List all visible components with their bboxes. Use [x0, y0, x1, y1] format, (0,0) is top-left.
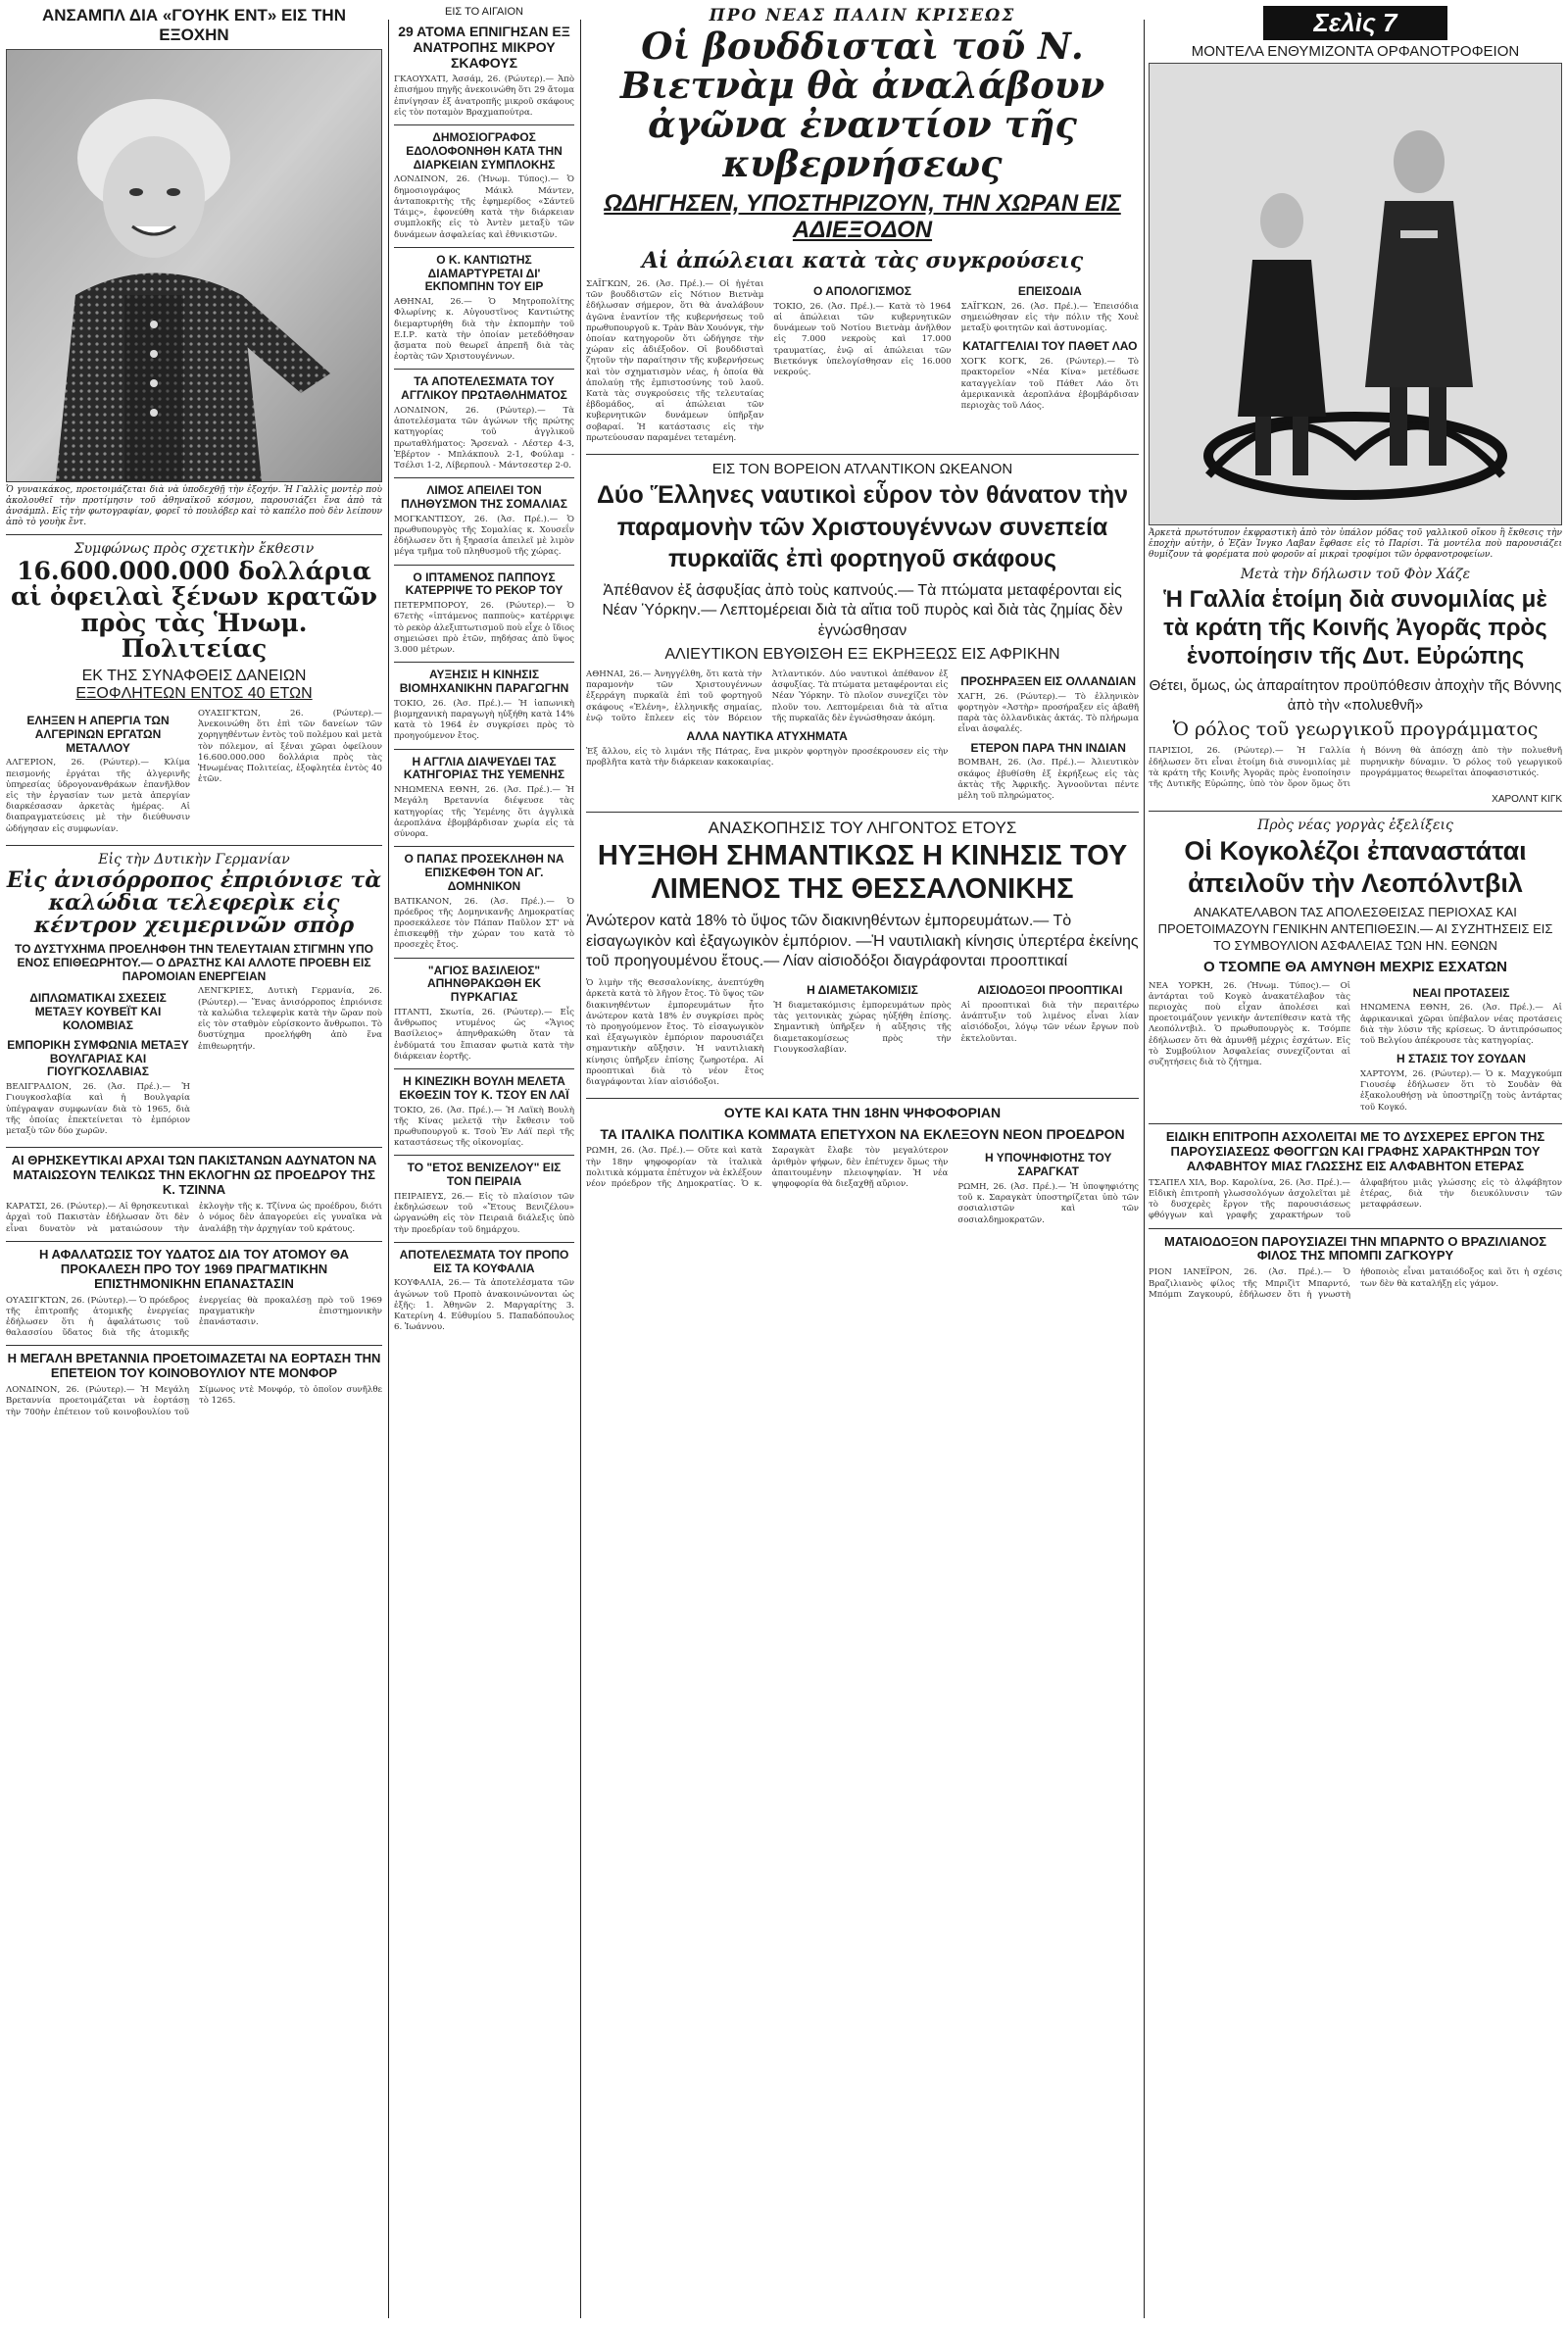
col3-kicker2: ΕΙΣ ΤΟΝ ΒΟΡΕΙΟΝ ΑΤΛΑΝΤΙΚΟΝ ΩΚΕΑΝΟΝ [711, 461, 1013, 478]
col2-headline-venizelos: ΤΟ "ΕΤΟΣ ΒΕΝΙΖΕΛΟΥ" ΕΙΣ ΤΟΝ ΠΕΙΡΑΙΑ [407, 1161, 562, 1189]
col1-story6-text: ΛΟΝΔΙΝΟΝ, 26. (Ρώυτερ).— Ἡ Μεγάλη Βρεταννία προετοιμάζεται νὰ ἑορτάσῃ τὴν 700ὴν ἐπέτειον τοῦ κοινοβουλίου τοῦ Σίμωνος ντὲ Μονφόρ, τὸ ὁποῖον συνῆλθε τὸ 1265. [6, 1385, 382, 1417]
divider [1149, 1123, 1562, 1124]
column-1 [6, 6, 382, 2319]
col2-kicker1: ΕΙΣ ΤΟ ΑΙΓΑΙΟΝ [445, 6, 523, 18]
divider [394, 369, 574, 370]
col1-story5-text: ΟΥΑΣΙΓΚΤΩΝ, 26. (Ρώυτερ).— Ὁ πρόεδρος τῆς ἐπιτροπῆς ἀτομικῆς ἐνεργείας ἐδήλωσεν ὅτι ἡ ἀφαλάτωσις τοῦ θαλασσίου ὕδατος διὰ τῆς ἀτομικῆς ἐνεργείας θὰ προκαλέσῃ πρὸ τοῦ 1969 πραγματικὴν ἐπιστημονικὴν ἐπανάστασιν. [6, 1295, 382, 1339]
col4-story4-text: ΡΙΟΝ ΙΑΝΕΪΡΟΝ, 26. (Ἀσ. Πρέ.).— Ὁ Βραζιλιανὸς φίλος τῆς Μπριζὶτ Μπαρντό, Μπόμπι Ζαγκουρύ, ἐδήλωσεν ὅτι ἡ γνωστὴ ἠθοποιὸς εἶναι ματαιόδοξος καὶ ὅτι ἡ σχέσις των δὲν θὰ καταλήξῃ εἰς γάμον. [1149, 1267, 1562, 1300]
col4-byline: ΧΑΡΟΛΝΤ ΚΙΓΚ [1492, 794, 1562, 806]
col3-sub3: Ἀπέθανον ἐξ ἀσφυξίας ἀπὸ τοὺς καπνούς.— Τὰ πτώματα μεταφέρονται εἰς Νέαν Ὑόρκην.— Λεπτομέρειαι διὰ τὰ αἴτια τοῦ πυρὸς καὶ διὰ τὰς ζημίας δὲν ἐγνώσθησαν [602, 581, 1123, 640]
col4-sub2b: Ο ΤΣΟΜΠΕ ΘΑ ΑΜΥΝΘΗ ΜΕΧΡΙΣ ΕΣΧΑΤΩΝ [1203, 958, 1507, 975]
col4-story2-sub: ΝΕΑΙ ΠΡΟΤΑΣΕΙΣ [1412, 985, 1510, 1000]
col1-photo-caption: Ὁ γυναικάκος, προετοιμάζεται διὰ νὰ ὑποδεχθῇ τὴν ἐξοχήν. Ἡ Γαλλὶς μοντὲρ ποὺ ἀκολουθεῖ τὴν προτίμησιν τοῦ ἀθηναϊκοῦ κόσμου, παρουσιάζει ἕνα ἀπὸ τὰ ἀνσάμπλ. Εἰς τὴν φωτογραφίαν, φορεῖ τὸ πουλόβερ καὶ τὸ καπέλο ποὺ δὲν λείπουν ἀπὸ τὸ γουὴκ ἔντ. [6, 485, 382, 527]
col2-story5-text: ΜΟΓΚΑΝΤΙΣΟΥ, 26. (Ἀσ. Πρέ.).— Ὁ πρωθυπουργὸς τῆς Σομαλίας κ. Χουσεΐν ἐδήλωσεν ὅτι ἡ ξηρασία ἀπειλεῖ μὲ λιμὸν μέγα τμῆμα τοῦ πληθυσμοῦ τῆς χώρας. [394, 514, 574, 558]
divider [394, 846, 574, 847]
col3-story2-sub1: ΠΡΟΣΗΡΑΞΕΝ ΕΙΣ ΟΛΛΑΝΔΙΑΝ [960, 673, 1137, 688]
col4-kicker2: Πρὸς νέας γοργὰς ἐξελίξεις [1257, 817, 1453, 834]
col4-story2-sub-text: ΗΝΩΜΕΝΑ ΕΘΝΗ, 26. (Ἀσ. Πρέ.).— Αἱ ἀφρικανικαὶ χῶραι ὑπέβαλον νέας προτάσεις διὰ τὴν λύσιν τῆς κρίσεως. Ὁ ἀντιπρόσωπος τοῦ Βελγίου ἀπέκρουσε τὰς κατηγορίας. [1360, 1003, 1562, 1047]
col3-story-sub2: ΕΠΕΙΣΟΔΙΑ [1017, 284, 1082, 298]
col2-headline-pope: Ο ΠΑΠΑΣ ΠΡΟΣΕΚΛΗΘΗ ΝΑ ΕΠΙΣΚΕΦΘΗ ΤΟΝ ΑΓ. ΔΟΜΗΝΙΚΟΝ [404, 852, 564, 893]
divider [6, 534, 382, 535]
col2-story8-text: ΝΗΩΜΕΝΑ ΕΘΝΗ, 26. (Ἀσ. Πρέ.).— Ἡ Μεγάλη Βρεταννία διέψευσε τὰς κατηγορίας τῆς Ὑεμένης ὅτι ἀγγλικὰ ἀεροπλάνα ἐβομβάρδισαν χωρία εἰς τὰ σύνορα. [394, 785, 574, 839]
divider [6, 845, 382, 846]
col1-sub2: ΤΟ ΔΥΣΤΥΧΗΜΑ ΠΡΟΕΛΗΦΘΗ ΤΗΝ ΤΕΛΕΥΤΑΙΑΝ ΣΤΙΓΜΗΝ ΥΠΟ ΕΝΟΣ ΕΠΙΘΕΩΡΗΤΟΥ.— Ο ΔΡΑΣΤΗΣ ΚΑΙ ΑΛΛΟΤΕ ΠΡΟΕΒΗ ΕΙΣ ΠΑΡΟΜΟΙΑΝ ΕΝΕΡΓΕΙΑΝ [15, 942, 373, 983]
divider [6, 1147, 382, 1148]
col3-story-sub1: Ο ΑΠΟΛΟΓΙΣΜΟΣ [813, 284, 911, 298]
col4-photo-caption: Ἀρκετὰ πρωτότυπον ἐκφραστικὴ ἀπὸ τὸν ὑπάλον μόδας τοῦ γαλλικοῦ οἴκου ἢ ἔκθεσις τὴν ἐποχὴν αὐτὴν, ὁ Ἐζὰν Ἰνγκο Λαβαν ἔφθασε εἰς τὸ Παρίσι. Τὰ μοντέλα ποὺ παρουσιάζει θυμίζουν τὰ φορέματα ποὺ φοροῦν αἱ μικραὶ τροφίμοι τῶν ὀρφανοτροφείων. [1149, 528, 1562, 560]
col2-headline-china: Η ΚΙΝΕΖΙΚΗ ΒΟΥΛΗ ΜΕΛΕΤΑ ΕΚΘΕΣΙΝ ΤΟΥ Κ. ΤΣΟΥ ΕΝ ΛΑΪ [399, 1073, 569, 1102]
col3-story-sub1-text: ΤΟΚΙΟ, 26. (Ἀσ. Πρέ.).— Κατὰ τὸ 1964 αἱ ἀπώλειαι τῶν κυβερνητικῶν δυνάμεων τοῦ Νοτίου Βιετνὰμ ἀνῆλθον εἰς 7.000 νεκροὺς καὶ 17.000 τραυματίας, ἐνῷ αἱ ἀπώλειαι τῶν Βιετκόνγκ ὑπελογίσθησαν εἰς 16.000 νεκρούς. [773, 301, 952, 378]
col2-headline-somalia: ΛΙΜΟΣ ΑΠΕΙΛΕΙ ΤΟΝ ΠΛΗΘΥΣΜΟΝ ΤΗΣ ΣΟΜΑΛΙΑΣ [401, 483, 567, 511]
col3-headline-italy-b: ΤΑ ΙΤΑΛΙΚΑ ΠΟΛΙΤΙΚΑ ΚΟΜΜΑΤΑ ΕΠΕΤΥΧΟΝ ΝΑ ΕΚΛΕΞΟΥΝ ΝΕΟΝ ΠΡΟΕΔΡΟΝ [600, 1126, 1125, 1143]
col3-kicker3: ΑΝΑΣΚΟΠΗΣΙΣ ΤΟΥ ΛΗΓΟΝΤΟΣ ΕΤΟΥΣ [708, 818, 1017, 838]
divider [586, 454, 1139, 455]
col3-story-sub2-text: ΣΑΪΓΚΩΝ, 26. (Ἀσ. Πρέ.).— Ἐπεισόδια σημειώθησαν εἰς τὴν πόλιν τῆς Χουὲ μεταξὺ φοιτητῶν καὶ ἀστυνομίας. [960, 301, 1139, 334]
col4-sub1b: Ὁ ρόλος τοῦ γεωργικοῦ προγράμματος [1172, 718, 1539, 741]
col3-story3-sub1: Η ΔΙΑΜΕΤΑΚΟΜΙΣΙΣ [807, 983, 918, 998]
col2-headline-santa: "ΑΓΙΟΣ ΒΑΣΙΛΕΙΟΣ" ΑΠΗΝΘΡΑΚΩΘΗ ΕΚ ΠΥΡΚΑΓΙΑΣ [426, 963, 542, 1005]
col2-story9-text: ΒΑΤΙΚΑΝΟΝ, 26. (Ἀσ. Πρέ.).— Ὁ πρόεδρος τῆς Δομηνικανῆς Δημοκρατίας προσεκάλεσε τὸν Πάπαν Παῦλον ΣΤ' νὰ ἐπισκεφθῇ τὴν χώραν του κατὰ τὸ προσεχὲς ἔτος. [394, 896, 574, 951]
divider [586, 1098, 1139, 1099]
col4-headline-france: Ἡ Γαλλία ἑτοίμη διὰ συνομιλίας μὲ τὰ κράτη τῆς Κοινῆς Ἀγορᾶς πρὸς ἑνοποίησιν τῆς Δυτ. Εὐρώπης [1163, 586, 1547, 669]
col3-headline-italy-a: ΟΥΤΕ ΚΑΙ ΚΑΤΑ ΤΗΝ 18ΗΝ ΨΗΦΟΦΟΡΙΑΝ [723, 1105, 1002, 1121]
col4-sub2: ΑΝΑΚΑΤΕΛΑΒΟΝ ΤΑΣ ΑΠΟΛΕΣΘΕΙΣΑΣ ΠΕΡΙΟΧΑΣ ΚΑΙ ΠΡΟΕΤΟΙΜΑΖΟΥΝ ΓΕΝΙΚΗΝ ΑΝΤΕΠΙΘΕΣΙΝ.— ΑΙ ΣΥΖΗΤΗΣΕΙΣ ΕΙΣ ΤΟ ΣΥΜΒΟΥΛΙΟΝ ΑΣΦΑΛΕΙΑΣ ΤΩΝ ΗΝ. ΕΘΝΩΝ [1157, 904, 1553, 953]
col4-story2-sub2: Η ΣΤΑΣΙΣ ΤΟΥ ΣΟΥΔΑΝ [1396, 1052, 1526, 1066]
col3-story4-text: ΡΩΜΗ, 26. (Ἀσ. Πρέ.).— Οὔτε καὶ κατὰ τὴν 18ην ψηφοφορίαν τὰ ἰταλικὰ πολιτικὰ κόμματα ἐπέτυχον νὰ ἐκλέξουν νέον πρόεδρον τῆς Δημοκρατίας. Ὁ κ. Σαραγκὰτ ἔλαβε τὸν μεγαλύτερον ἀριθμὸν ψήφων, δὲν ἐπέτυχεν ὅμως τὴν ἀπαιτουμένην πλειοψηφίαν. Ἡ νέα ψηφοφορία θὰ διεξαχθῇ αὔριον. [586, 1146, 949, 1190]
col2-headline-production: ΑΥΞΗΣΙΣ Η ΚΙΝΗΣΙΣ ΒΙΟΜΗΧΑΝΙΚΗΝ ΠΑΡΑΓΩΓΗΝ [399, 668, 569, 695]
col4-story2-text: ΝΕΑ ΥΟΡΚΗ, 26. (Ἡνωμ. Τύπος).— Οἱ ἀντάρται τοῦ Κογκὸ ἀνακατέλαβον τὰς περιοχὰς ποὺ εἶχαν ἀπολέσει καὶ προετοιμάζουν γενικὴν ἀντεπίθεσιν κατὰ τῆς Λεοπόλντβιλ. Ὁ πρωθυπουργὸς κ. Τσόμπε ἐδήλωσεν ὅτι θὰ ἀμυνθῇ μέχρις ἐσχάτων. Εἰς τὸ Συμβούλιον Ἀσφαλείας συνεχίζονται αἱ συζητήσεις διὰ τὸ ζήτημα. [1149, 980, 1350, 1068]
col2-headline-grandpa: Ο ΙΠΤΑΜΕΝΟΣ ΠΑΠΠΟΥΣ ΚΑΤΕΡΡΙΨΕ ΤΟ ΡΕΚΟΡ ΤΟΥ [405, 570, 564, 598]
col1-story4-text: ΚΑΡΑΤΣΙ, 26. (Ρώυτερ).— Αἱ θρησκευτικαὶ ἀρχαὶ τοῦ Πακιστὰν ἐδήλωσαν ὅτι δὲν εἶναι δυνατὸν νὰ ματαιώσουν τὴν ἐκλογὴν τῆς κ. Τζίννα ὡς προέδρου, διότι ὁ νόμος δὲν ἀπαγορεύει εἰς γυναῖκα νὰ ἀναλάβῃ τὴν ἀρχηγίαν τοῦ κράτους. [6, 1202, 382, 1234]
col2-story1-text: ΓΚΑΟΥΧΑΤΙ, Ἀσσάμ, 26. (Ρώυτερ).— Ἀπὸ ἐπισήμου πηγῆς ἀνεκοινώθη ὅτι 29 ἄτομα ἐπνίγησαν ἐξ ἀνατροπῆς μικροῦ σκάφους εἰς τὸν ποταμὸν Βραχμαπούτρα. [394, 74, 574, 118]
col1-headline-pakistan: ΑΙ ΘΡΗΣΚΕΥΤΙΚΑΙ ΑΡΧΑΙ ΤΩΝ ΠΑΚΙΣΤΑΝΩΝ ΑΔΥΝΑΤΟΝ ΝΑ ΜΑΤΑΙΩΣΟΥΝ ΤΕΛΙΚΩΣ ΤΗΝ ΕΚΛΟΓΗΝ ΩΣ ΠΡΟΕΔΡΟΥ ΤΗΣ Κ. ΤΖΙΝΝΑ [11, 1153, 377, 1198]
col3-story4-sub-text: ΡΩΜΗ, 26. (Ἀσ. Πρέ.).— Ἡ ὑποψηφιότης τοῦ κ. Σαραγκὰτ ὑποστηρίζεται ὑπὸ τῶν σοσιαλιστῶν καὶ τῶν σοσιαλδημοκρατῶν. [957, 1182, 1139, 1225]
col3-headline-sailors: Δύο Ἕλληνες ναυτικοὶ εὗρον τὸν θάνατον τὴν παραμονὴν τῶν Χριστουγέννων συνεπεία πυρκαϊᾶς ἐπὶ φορτηγοῦ σκάφους [596, 481, 1129, 573]
divider [394, 477, 574, 478]
col1-headline-britain: Η ΜΕΓΑΛΗ ΒΡΕΤΑΝΝΙΑ ΠΡΟΕΤΟΙΜΑΖΕΤΑΙ ΝΑ ΕΟΡΤΑΣΗ ΤΗΝ ΕΠΕΤΕΙΟΝ ΤΟΥ ΚΟΙΝΟΒΟΥΛΙΟΥ ΝΤΕ ΜΟΝΦΟΡ [7, 1351, 381, 1381]
col3-sub-losses: Αἱ ἀπώλειαι κατὰ τὰς συγκρούσεις [641, 248, 1084, 273]
col1-sub1b: ΕΞΟΦΛΗΤΕΩΝ ΕΝΤΟΣ 40 ΕΤΩΝ [75, 685, 313, 702]
models-photo-illustration [1150, 64, 1562, 524]
col1-sub1a: ΕΚ ΤΗΣ ΣΥΝΑΦΘΕΙΣ ΔΑΝΕΙΩΝ [81, 668, 307, 684]
col3-story-sub3: ΚΑΤΑΓΓΕΛΙΑΙ ΤΟΥ ΠΑΘΕΤ ΛΑΟ [962, 339, 1138, 354]
col3-kicker: ΠΡΟ ΝΕΑΣ ΠΑΛΙΝ ΚΡΙΣΕΩΣ [709, 6, 1016, 25]
col1-headline-desalination: Η ΑΦΑΛΑΤΩΣΙΣ ΤΟΥ ΥΔΑΤΟΣ ΔΙΑ ΤΟΥ ΑΤΟΜΟΥ ΘΑ ΠΡΟΚΑΛΕΣΗ ΠΡΟ ΤΟΥ 1969 ΠΡΑΓΜΑΤΙΚΗΝ ΕΠΙΣΤΗΜΟΝΙΚΗΝ ΕΠΑΝΑΣΤΑΣΙΝ [39, 1246, 349, 1291]
col2-story6-text: ΠΕΤΕΡΜΠΟΡΟΥ, 26. (Ρώυτερ).— Ὁ 67ετὴς «ἱπτάμενος παπποὺς» κατέρριψε τὸ ρεκὸρ ἀλεξιπτωτισμοῦ ποὺ εἶχε ὁ ἴδιος σημειώσει πρὸ ἐτῶν, πηδήσας ἀπὸ ὕψος 3.000 μέτρων. [394, 601, 574, 655]
col2-headline-journalist: ΔΗΜΟΣΙΟΓΡΑΦΟΣ ΕΔΟΛΟΦΟΝΗΘΗ ΚΑΤΑ ΤΗΝ ΔΙΑΡΚΕΙΑΝ ΣΥΜΠΛΟΚΗΣ [406, 130, 563, 172]
col3-story2-text: ΑΘΗΝΑΙ, 26.— Ἀνηγγέλθη, ὅτι κατὰ τὴν παραμονὴν τῶν Χριστουγέννων ἐξερράγη πυρκαϊὰ ἐπὶ τοῦ φορτηγοῦ σκάφους «Ἑλένη», ἑλληνικῆς σημαίας, ἐνῷ τοῦτο ἔπλεεν εἰς τὸν Βόρειον Ἀτλαντικόν. Δύο ναυτικοὶ ἀπέθανον ἐξ ἀσφυξίας. Τὰ πτώματα μεταφέρονται εἰς Νέαν Ὑόρκην. Τὸ πλοῖον συνεχίζει τὸν πλοῦν του. Λεπτομέρειαι διὰ τὰ αἴτια τῆς πυρκαϊᾶς δὲν ἐγνώσθησαν ἀκόμη. [586, 669, 949, 723]
col1-story3-head: ΕΜΠΟΡΙΚΗ ΣΥΜΦΩΝΙΑ ΜΕΤΑΞΥ ΒΟΥΛΓΑΡΙΑΣ ΚΑΙ ΓΙΟΥΓΚΟΣΛΑΒΙΑΣ [7, 1037, 189, 1079]
col2-headline-football: ΤΑ ΑΠΟΤΕΛΕΣΜΑΤΑ ΤΟΥ ΑΓΓΛΙΚΟΥ ΠΡΩΤΑΘΛΗΜΑΤΟΣ [401, 374, 567, 403]
col4-headline-congo: Οἱ Κογκολέζοι ἐπαναστάται ἀπειλοῦν τὴν Λεοπόλντβιλ [1184, 836, 1527, 898]
divider [394, 1068, 574, 1069]
column-rule-2 [580, 20, 581, 2318]
col3-story2-sub2: ΕΤΕΡΟΝ ΠΑΡΑ ΤΗΝ ΙΝΔΙΑΝ [970, 740, 1126, 755]
divider [394, 662, 574, 663]
col3-story4-sub: Η ΥΠΟΨΗΦΙΟΤΗΣ ΤΟΥ ΣΑΡΑΓΚΑΤ [985, 1151, 1112, 1179]
col1-top-headline: ΑΝΣΑΜΠΛ ΔΙΑ «ΓΟΥΗΚ ΕΝΤ» ΕΙΣ ΤΗΝ ΕΞΟΧΗΝ [42, 6, 346, 44]
col3-story-sub3-text: ΧΟΓΚ ΚΟΓΚ, 26. (Ρώυτερ).— Τὸ πρακτορεῖον «Νέα Κίνα» μετέδωσε καταγγελίαν τοῦ Πάθετ Λάο ὅτι ἀμερικανικὰ ἀεροπλάνα ἐβομβάρδισαν περιοχὰς τοῦ Λάος. [960, 357, 1139, 412]
col1-kicker2: Εἰς τὴν Δυτικὴν Γερμανίαν [98, 851, 290, 867]
col2-headline-kantiotis: Ο Κ. ΚΑΝΤΙΩΤΗΣ ΔΙΑΜΑΡΤΥΡΕΤΑΙ ΔΙ' ΕΚΠΟΜΠΗΝ ΤΟΥ ΕΙΡ [424, 252, 544, 294]
divider [6, 1345, 382, 1346]
col2-headline-drowned: 29 ΑΤΟΜΑ ΕΠΝΙΓΗΣΑΝ ΕΞ ΑΝΑΤΡΟΠΗΣ ΜΙΚΡΟΥ ΣΚΑΦΟΥΣ [398, 24, 570, 72]
col4-story2-sub2-text: ΧΑΡΤΟΥΜ, 26. (Ρώυτερ).— Ὁ κ. Μαχγκούμπ Γιουσέφ ἐδήλωσεν ὅτι τὸ Σουδὰν θὰ ἐξακολουθήσῃ νὰ ὑποστηρίζῃ τοὺς ἀντάρτας τοῦ Κογκό. [1360, 1069, 1562, 1113]
col2-story13-text: ΚΟΥΦΑΛΙΑ, 26.— Τὰ ἀποτελέσματα τῶν ἀγώνων τοῦ Προπὸ ἀνακοινώνονται ὡς ἑξῆς: 1. Ἀθηνῶν 2. Μαργαρίτης 3. Κατερίνη 4. Εὐθυμίου 5. Παπαδόπουλος 6. Ἰωάννου. [394, 1278, 574, 1333]
divider [394, 749, 574, 750]
col3-headline-thessaloniki: ΗΥΞΗΘΗ ΣΗΜΑΝΤΙΚΩΣ Η ΚΙΝΗΣΙΣ ΤΟΥ ΛΙΜΕΝΟΣ ΤΗΣ ΘΕΣΣΑΛΟΝΙΚΗΣ [597, 840, 1128, 905]
col2-story11-text: ΤΟΚΙΟ, 26. (Ἀσ. Πρέ.).— Ἡ Λαϊκὴ Βουλὴ τῆς Κίνας μελετᾷ τὴν ἔκθεσιν τοῦ πρωθυπουργοῦ κ. Τσοὺ Ἐν Λάϊ περὶ τῆς καταστάσεως τῆς οἰκονομίας. [394, 1105, 574, 1149]
col4-headline-bardot: ΜΑΤΑΙΟΔΟΞΟΝ ΠΑΡΟΥΣΙΑΖΕΙ ΤΗΝ ΜΠΑΡΝΤΟ Ο ΒΡΑΖΙΛΙΑΝΟΣ ΦΙΛΟΣ ΤΗΣ ΜΠΟΜΠΙ ΖΑΓΚΟΥΡΥ [1163, 1233, 1547, 1263]
col2-headline-yemen: Η ΑΓΓΛΙΑ ΔΙΑΨΕΥΔΕΙ ΤΑΣ ΚΑΤΗΓΟΡΙΑΣ ΤΗΣ ΥΕΜΕΝΗΣ [403, 754, 565, 782]
col3-story3-sub2: ΑΙΣΙΟΔΟΞΟΙ ΠΡΟΟΠΤΙΚΑΙ [977, 983, 1123, 998]
column-2 [394, 6, 574, 2319]
col3-story2-sub3: ΑΛΛΑ ΝΑΥΤΙΚΑ ΑΤΥΧΗΜΑΤΑ [686, 728, 848, 743]
column-3 [586, 6, 1139, 2319]
col4-story3-text: ΤΣΑΠΕΛ ΧΙΛ, Βορ. Καρολίνα, 26. (Ἀσ. Πρέ.).— Εἰδικὴ ἐπιτροπὴ γλωσσολόγων ἀσχολεῖται μὲ τὸ δυσχερὲς ἔργον τῆς παρουσιάσεως φθόγγων καὶ γραφῆς χαρακτήρων τοῦ ἀλφαβήτου μιᾶς γλώσσης εἰς τὸ ἀλφάβητον ἑτέρας, διὰ τὴν διευκόλυνσιν τῶν μεταφράσεων. [1149, 1177, 1562, 1221]
col4-sub1: Θέτει, ὅμως, ὡς ἀπαραίτητον προϋπόθεσιν ἀποχὴν τῆς Βόννης ἀπὸ τὴν «πολυεθνῆ» [1149, 677, 1562, 714]
col3-story-text: ΣΑΪΓΚΩΝ, 26. (Ἀσ. Πρέ.).— Οἱ ἡγέται τῶν βουδδιστῶν εἰς Νότιον Βιετνὰμ ἐδήλωσαν σήμερον, ὅτι θὰ ἀναλάβουν ἀγῶνα ἐναντίον τῆς κυβερνήσεως τοῦ πρωθυπουργοῦ κ. Τρὰν Βὰν Χουόνγκ, τὴν ὁποίαν κατηγοροῦν ὅτι ὡδήγησε τὴν χώραν εἰς ἀδιέξοδον. Οἱ βουδδισταὶ ζητοῦν τὴν παραίτησιν τῆς κυβερνήσεως καὶ τὸν σχηματισμὸν νέας, ἡ ὁποία θὰ ἀπολαύῃ τῆς ἐμπιστοσύνης τοῦ λαοῦ. Κατὰ τὰς συγκρούσεις τῆς τελευταίας ἑβδομάδος, αἱ ἀπώλειαι τῶν κυβερνητικῶν δυνάμεων ὑπῆρξαν σοβαραί. Ἡ κατάστασις εἰς τὴν πρωτεύουσαν παραμένει τεταμένη. [586, 279, 764, 443]
col1-story1b-text: ΟΥΑΣΙΓΚΤΩΝ, 26. (Ρώυτερ).— Ἀνεκοινώθη ὅτι ἐπὶ τῶν δανείων τῶν χορηγηθέντων ἐντὸς τοῦ πολέμου καὶ μετὰ τὸν πόλεμον, αἱ ξέναι χῶραι ὀφείλουν 16.600.000.000 δολλάρια πρὸς τὰς Ἡνωμένας Πολιτείας, ἐξοφλητέα ἐντὸς 40 ἐτῶν. [198, 709, 382, 785]
col1-story1-text: ΑΛΓΕΡΙΟΝ, 26. (Ρώυτερ).— Κλίμα πεισμονής ἐργάται τῆς ἀλγερινῆς ὑπηρεσίας ὑδρογονανθράκων ἐπανῆλθον εἰς τὴν ἐργασίαν των μετὰ ἀπεργίαν διαρκέσασαν ἀρκετὰς ἡμέρας. Αἱ διαπραγματεύσεις μὲ τὴν διεύθυνσιν ὡδήγησαν εἰς συμφωνίαν. [6, 758, 190, 834]
col1-headline-dollars: 16.600.000.000 δολλάρια αἱ ὀφειλαὶ ξένων κρατῶν πρὸς τὰς Ἡνωμ. Πολιτείας [11, 557, 377, 663]
col1-story3-text: ΒΕΛΙΓΡΑΔΙΟΝ, 26. (Ἀσ. Πρέ.).— Ἡ Γιουγκοσλαβία καὶ ἡ Βουλγαρία ὑπέγραψαν συμφωνίαν διὰ τὸ 1965, διὰ τῆς ὁποίας ἐπεκτείνεται τὸ ἐμπόριον μεταξὺ τῶν δύο χωρῶν. [6, 1082, 190, 1137]
column-rule-1 [388, 20, 389, 2318]
divider [394, 958, 574, 959]
col4-story1-text: ΠΑΡΙΣΙΟΙ, 26. (Ρώυτερ).— Ἡ Γαλλία ἐδήλωσεν ὅτι εἶναι ἑτοίμη διὰ συνομιλίας μὲ τὰ κράτη τῆς Κοινῆς Ἀγορᾶς πρὸς ἑνοποίησιν τῆς Δυτικῆς Εὐρώπης, ὑπὸ τὸν ὅρον ὅμως ὅτι ἡ Βόννη θὰ ἀπόσχῃ ἀπὸ τὴν πολυεθνῆ πυρηνικὴν δύναμιν. Ὁ ρόλος τοῦ γεωργικοῦ προγράμματος θεωρεῖται ἀποφασιστικός. [1149, 746, 1562, 789]
fashion-photo-models [1149, 63, 1562, 525]
col3-sub5: Ἀνώτερον κατὰ 18% τὸ ὕψος τῶν διακινηθέντων ἐμπορευμάτων.— Τὸ εἰσαγωγικὸν καὶ ἐξαγωγικὸν ἐμπόριον. —Ἡ ναυτιλιακὴ κίνησις ὑπερτέρα ἐκείνης τοῦ προηγουμένου ἔτους.— Λίαν αἰσιοδόξοι διαγράφονται προοπτικαί [586, 912, 1139, 970]
col4-headline-alphabet: ΕΙΔΙΚΗ ΕΠΙΤΡΟΠΗ ΑΣΧΟΛΕΙΤΑΙ ΜΕ ΤΟ ΔΥΣΧΕΡΕΣ ΕΡΓΟΝ ΤΗΣ ΠΑΡΟΥΣΙΑΣΕΩΣ ΦΘΟΓΓΩΝ ΚΑΙ ΓΡΑΦΗΣ ΧΑΡΑΚΤΗΡΩΝ ΤΟΥ ΑΛΦΑΒΗΤΟΥ ΜΙΑΣ ΓΛΩΣΣΗΣ ΕΙΣ ΑΛΦΑΒΗΤΟΝ ΕΤΕΡΑΣ [1165, 1128, 1545, 1173]
col2-story12-text: ΠΕΙΡΑΙΕΥΣ, 26.— Εἰς τὸ πλαίσιον τῶν ἐκδηλώσεων τοῦ «Ἔτους Βενιζέλου» ὠργανώθη εἰς τὸν Πειραιᾶ διάλεξις ὑπὸ τὴν προεδρίαν τοῦ δημάρχου. [394, 1191, 574, 1235]
col3-story3-sub2-text: Αἱ προοπτικαὶ διὰ τὴν περαιτέρω ἀνάπτυξιν τοῦ λιμένος εἶναι λίαν αἰσιόδοξοι, λόγῳ τῶν νέων ἔργων ποὺ ἐκτελοῦνται. [960, 1001, 1139, 1044]
col2-story10-text: ΠΤΑΝΤΙ, Σκωτία, 26. (Ρώυτερ).— Εἷς ἄνθρωπος ντυμένος ὡς «Ἅγιος Βασίλειος» ἀπηνθρακώθη ὅταν τὰ ἐνδύματά του ἔπιασαν φωτιὰ κατὰ τὴν διάρκειαν ἑορτῆς. [394, 1007, 574, 1062]
col3-sub-deadlock: ΩΔΗΓΗΣΕΝ, ΥΠΟΣΤΗΡΙΖΟΥΝ, ΤΗΝ ΧΩΡΑΝ ΕΙΣ ΑΔΙΕΞΟΔΟΝ [604, 189, 1121, 244]
col1-kicker1: Συμφώνως πρὸς σχετικὴν ἔκθεσιν [74, 541, 315, 557]
col1-story2-text: ΛΕΝΓΚΡΙΕΣ, Δυτικὴ Γερμανία, 26. (Ρώυτερ).— Ἕνας ἀνισόρροπος ἐπριόνισε τὰ καλώδια τελεφερὶκ κατὰ τὴν ὥραν ποὺ εἰς τὸν σταθμὸν εὑρίσκοντο ἄνθρωποι. Τὸ δυστύχημα προελήφθη ἀπὸ ἕνα ἐπιθεωρητήν. [198, 986, 382, 1052]
woman-photo-illustration [7, 50, 382, 481]
col2-story4-text: ΛΟΝΔΙΝΟΝ, 26. (Ρώυτερ).— Τὰ ἀποτελέσματα τῶν ἀγώνων τῆς πρώτης κατηγορίας τοῦ ἀγγλικοῦ πρωταθλήματος: Ἄρσεναλ - Λέστερ 4-3, Ἐβέρτον - Μπλάκπουλ 2-1, Φούλαμ - Τσέλσι 1-2, Λίβερπουλ - Μάντσεστερ 2-0. [394, 405, 574, 471]
divider [394, 565, 574, 566]
divider [6, 1241, 382, 1242]
col2-story7-text: ΤΟΚΙΟ, 26. (Ἀσ. Πρέ.).— Ἡ ἰαπωνικὴ βιομηχανικὴ παραγωγὴ ηὐξήθη κατὰ 14% κατὰ τὸ 1964 ἐν συγκρίσει πρὸς τὸ προηγούμενον ἔτος. [394, 698, 574, 742]
divider [394, 247, 574, 248]
col3-story2-sub1-text: ΧΑΓΗ, 26. (Ρώυτερ).— Τὸ ἑλληνικὸν φορτηγὸν «Ἀστὴρ» προσήραξεν εἰς ἀβαθῆ παρὰ τὰς ὀλλανδικὰς ἀκτάς. Τὸ πλήρωμα εἶναι ἀσφαλές. [957, 691, 1139, 735]
divider [1149, 1228, 1562, 1229]
page-number-masthead: Σελὶς 7 [1263, 6, 1447, 40]
col2-headline-koufalia: ΑΠΟΤΕΛΕΣΜΑΤΑ ΤΟΥ ΠΡΟΠΟ ΕΙΣ ΤΑ ΚΟΥΦΑΛΙΑ [399, 1247, 569, 1275]
divider [586, 812, 1139, 813]
col3-story2-sub3-text: Ἐξ ἄλλου, εἰς τὸ λιμάνι τῆς Πάτρας, ἕνα μικρὸν φορτηγὸν προσέκρουσεν εἰς τὴν προβλῆτα κατὰ τὴν διάρκειαν κακοκαιρίας. [586, 746, 949, 768]
column-4 [1149, 6, 1562, 2319]
col4-top-headline: ΜΟΝΤΕΛΑ ΕΝΘΥΜΙΖΟΝΤΑ ΟΡΦΑΝΟΤΡΟΦΕΙΟΝ [1191, 43, 1520, 60]
col4-photo-label: Μετὰ τὴν δήλωσιν τοῦ Φὸν Χάζε [1240, 567, 1471, 582]
col3-story3-sub1-text: Ἡ διαμετακόμισις ἐμπορευμάτων πρὸς τὰς γειτονικὰς χώρας ηὐξήθη ἐπίσης. Σημαντικὴ ὑπῆρξεν ἡ αὔξησις τῆς διαμετακομίσεως πρὸς τὴν Γιουγκοσλαβίαν. [773, 1001, 952, 1055]
divider [394, 1242, 574, 1243]
col1-story2-head: ΔΙΠΛΩΜΑΤΙΚΑΙ ΣΧΕΣΕΙΣ ΜΕΤΑΞΥ ΚΟΥΒΕΪΤ ΚΑΙ ΚΟΛΟΜΒΙΑΣ [29, 991, 167, 1033]
col3-story2-sub2-text: ΒΟΜΒΑΗ, 26. (Ἀσ. Πρέ.).— Ἀλιευτικὸν σκάφος ἐβυθίσθη ἐξ ἐκρήξεως εἰς τὰς ἀκτὰς τῆς Ἀφρικῆς. Ἀγνοοῦνται πέντε μέλη τοῦ πληρώματος. [957, 758, 1139, 801]
col2-story2-text: ΛΟΝΔΙΝΟΝ, 26. (Ἡνωμ. Τύπος).— Ὁ δημοσιογράφος Μάικλ Μάντεν, ἀνταποκριτὴς τῆς ἐφημερίδος «Σάντεϋ Τάιμς», ἐφονεύθη κατὰ τὴν διάρκειαν συμπλοκῆς εἰς τὸ Ἀντὲν μεταξὺ τῶν δυνάμεων ἀσφαλείας καὶ ἐθνικιστῶν. [394, 174, 574, 240]
col1-headline-telepherique: Εἰς ἀνισόρροπος ἐπριόνισε τὰ καλώδια τελεφερὶκ εἰς κέντρον χειμερινῶν σπὸρ [6, 867, 382, 938]
column-rule-3 [1144, 20, 1145, 2318]
divider [394, 1155, 574, 1156]
col1-story1-head: ΕΛΗΞΕΝ Η ΑΠΕΡΓΙΑ ΤΩΝ ΑΛΓΕΡΙΝΩΝ ΕΡΓΑΤΩΝ ΜΕΤΑΛΛΟΥ [26, 714, 170, 755]
col3-main-headline-buddhists: Οἱ βουδδισταὶ τοῦ Ν. Βιετνὰμ θὰ ἀναλάβουν ἀγῶνα ἐναντίον τῆς κυβερνήσεως [619, 25, 1105, 185]
divider [394, 124, 574, 125]
divider [1149, 811, 1562, 812]
fashion-photo-woman [6, 49, 382, 482]
col3-story3-text: Ὁ λιμὴν τῆς Θεσσαλονίκης, ἀνεπτύχθη ἀρκετὰ κατὰ τὸ λῆγον ἔτος. Τὸ ὕψος τῶν διακινηθέντων ἐμπορευμάτων ἦτο ἀνώτερον κατὰ 18% ἐν συγκρίσει πρὸς τὸ προηγούμενον ἔτος. Τὸ εἰσαγωγικὸν καὶ ἐξαγωγικὸν ἐμπόριον παρουσιάζει σημαντικὴν αὔξησιν. Ἡ ναυτιλιακὴ κίνησις ὑπῆρξεν ἐπίσης ζωηροτέρα. Αἱ προοπτικαὶ διὰ τὸ νέον ἔτος διαγράφονται λίαν αἰσιόδοξοι. [586, 978, 764, 1088]
col2-story3-text: ΑΘΗΝΑΙ, 26.— Ὁ Μητροπολίτης Φλωρίνης κ. Αὐγουστῖνος Καντιώτης διεμαρτυρήθη διὰ τὴν ἐκπομπὴν τοῦ Ε.Ι.Ρ. κατὰ τὴν ὁποίαν μετεδόθησαν ᾄσματα ποὺ θεωρεῖ ἀπρεπῆ διὰ τὰς ἑορτὰς τῶν Χριστουγέννων. [394, 297, 574, 363]
col3-sub4: ΑΛΙΕΥΤΙΚΟΝ ΕΒΥΘΙΣΘΗ ΕΞ ΕΚΡΗΞΕΩΣ ΕΙΣ ΑΦΡΙΚΗΝ [664, 645, 1060, 663]
